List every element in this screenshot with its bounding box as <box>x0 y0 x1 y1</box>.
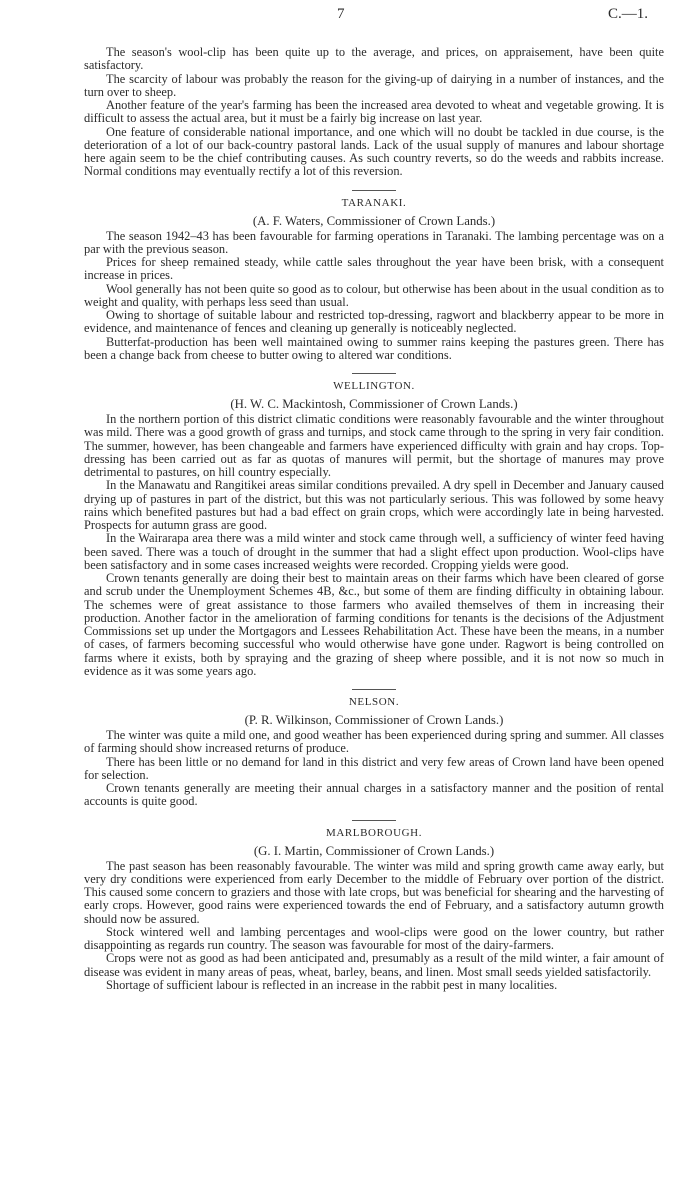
section-paragraph: Stock wintered well and lambing percentages and wool-clips were good on the lower country, but rather disappointing as regards run country. The season was favourable for most of the dairy-farmers. <box>84 924 664 952</box>
section-paragraph: Shortage of sufficient labour is reflected in an increase in the rabbit pest in many localities. <box>106 977 558 992</box>
section-heading: WELLINGTON. <box>333 380 415 392</box>
section-heading: TARANAKI. <box>341 196 407 209</box>
section-paragraph: There has been little or no demand for land in this district and very few areas of Crown land have been opened for selection. <box>84 754 664 782</box>
section-paragraph: Crops were not as good as had been anticipated and, presumably as a result of the mild winter, a fair amount of disease was evident in many areas of peas, wheat, barley, beans, and linen. Most small seeds yielded satisfactorily. <box>84 951 664 979</box>
section-officer: (P. R. Wilkinson, Commissioner of Crown Lands.) <box>244 713 504 727</box>
section-officer: (G. I. Martin, Commissioner of Crown Lands.) <box>253 843 495 858</box>
section-divider <box>352 820 396 821</box>
section-paragraph: In the Wairarapa area there was a mild winter and stock came through well, a sufficiency of winter feed having been saved. There was a touch of drought in the summer that had a slight effect upon production. Wool-clips have been satisfactory and in some cases increased weights were recorded. Cropping yields were good. <box>84 531 664 572</box>
section-officer: (H. W. C. Mackintosh, Commissioner of Crown Lands.) <box>230 397 518 411</box>
intro-paragraph: Another feature of the year's farming has been the increased area devoted to wheat and vegetable growing. It is difficult to assess the actual area, but it must be a fairly big increase on last year. <box>84 98 664 126</box>
document-reference: C.—1. <box>608 6 649 22</box>
section-heading: MARLBOROUGH. <box>325 826 423 839</box>
section-paragraph: The season 1942–43 has been favourable for farming operations in Taranaki. The lambing percentage was on a par with the previous season. <box>84 228 664 256</box>
section-paragraph: Butterfat-production has been well maintained owing to summer rains keeping the pastures green. There has been a change back from cheese to butter owing to altered war conditions. <box>84 334 664 362</box>
section-divider <box>352 190 396 191</box>
section-paragraph: Prices for sheep remained steady, while cattle sales throughout the year have been brisk, with a consequent increase in prices. <box>84 255 664 283</box>
intro-paragraph: The season's wool-clip has been quite up to the average, and prices, on appraisement, have been quite satisfactory. <box>84 45 664 73</box>
section-wellington <box>84 373 664 678</box>
section-paragraph: The past season has been reasonably favourable. The winter was mild and spring growth came away early, but very dry conditions were experienced from early December to the middle of February over portion of the district. This caused some concern to graziers and those with late crops, but was beneficial for shearing and the harvesting of early crops. However, good rains were experienced towards the end of February, and a satisfactory autumn growth should now be assured. <box>84 858 664 926</box>
section-paragraph: Owing to shortage of suitable labour and restricted top-dressing, ragwort and blackberry appear to be more in evidence, and maintenance of fences and cleaning up generally is noticeably neglected. <box>84 308 664 336</box>
section-officer: (A. F. Waters, Commissioner of Crown Lands.) <box>252 213 496 228</box>
section-paragraph: Wool generally has not been quite so good as to colour, but otherwise has been about in the usual condition as to weight and quality, with perhaps less seed than usual. <box>84 281 664 309</box>
section-divider <box>352 373 396 374</box>
section-heading: NELSON. <box>348 696 400 708</box>
section-nelson <box>84 689 664 809</box>
intro-paragraph: One feature of considerable national importance, and one which will no doubt be tackled in due course, is the deterioration of a lot of our back-country pastoral lands. Lack of the usual supply of manures and labour shortage here again seem to be the chief contributing causes. As such country reverts, so do the weeds and rabbits increase. Normal conditions may eventually rectify a lot of this reversion. <box>84 124 664 179</box>
section-paragraph: The winter was quite a mild one, and good weather has been experienced during spring and summer. All classes of farming should show increased returns of produce. <box>84 728 664 756</box>
section-marlborough <box>84 820 664 993</box>
section-paragraph: Crown tenants generally are meeting their annual charges in a satisfactory manner and the position of rental accounts is quite good. <box>84 781 664 809</box>
page-body <box>84 46 664 992</box>
section-divider <box>352 689 396 690</box>
page-number: 7 <box>337 6 345 22</box>
section-paragraph: In the Manawatu and Rangitikei areas similar conditions prevailed. A dry spell in December and January caused drying up of pastures in part of the district, but this was not particularly serious. This was followed by some heavy rains which benefited pastures but had a bad effect on grain crops, which were accordingly late in being harvested. Prospects for autumn grass are good. <box>84 478 664 532</box>
section-paragraph: Crown tenants generally are doing their best to maintain areas on their farms which have been cleared of gorse and scrub under the Unemployment Schemes 4B, &c., but some of them are finding difficulty in obtaining labour. The schemes were of great assistance to those farmers who availed themselves of them in increasing their production. Another factor in the amelioration of farming conditions for tenants is the decisions of the Adjustment Commissions set up under the Mortgagors and Lessees Rehabilitation Act. These have been the means, in a number of cases, of farmers becoming successful who would otherwise have gone under. Ragwort is being controlled on farms where it exists, both by spraying and the grazing of sheep where possible, and it is not now so much in evidence as it was some years ago. <box>84 571 664 678</box>
section-paragraph: In the northern portion of this district climatic conditions were reasonably favourable and the winter throughout was mild. There was a good growth of grass and turnips, and stock came through to the spring in very fair condition. The summer, however, has been changeable and farmers have experienced difficulty with grain and hay crops. Top-dressing has been carried out as far as quotas of manures will permit, but the shortage of manures may prove detrimental to pastures, on hill country especially. <box>84 412 664 479</box>
section-taranaki <box>84 190 664 363</box>
intro-paragraph: The scarcity of labour was probably the reason for the giving-up of dairying in a number of instances, and the turn over to sheep. <box>84 71 664 99</box>
